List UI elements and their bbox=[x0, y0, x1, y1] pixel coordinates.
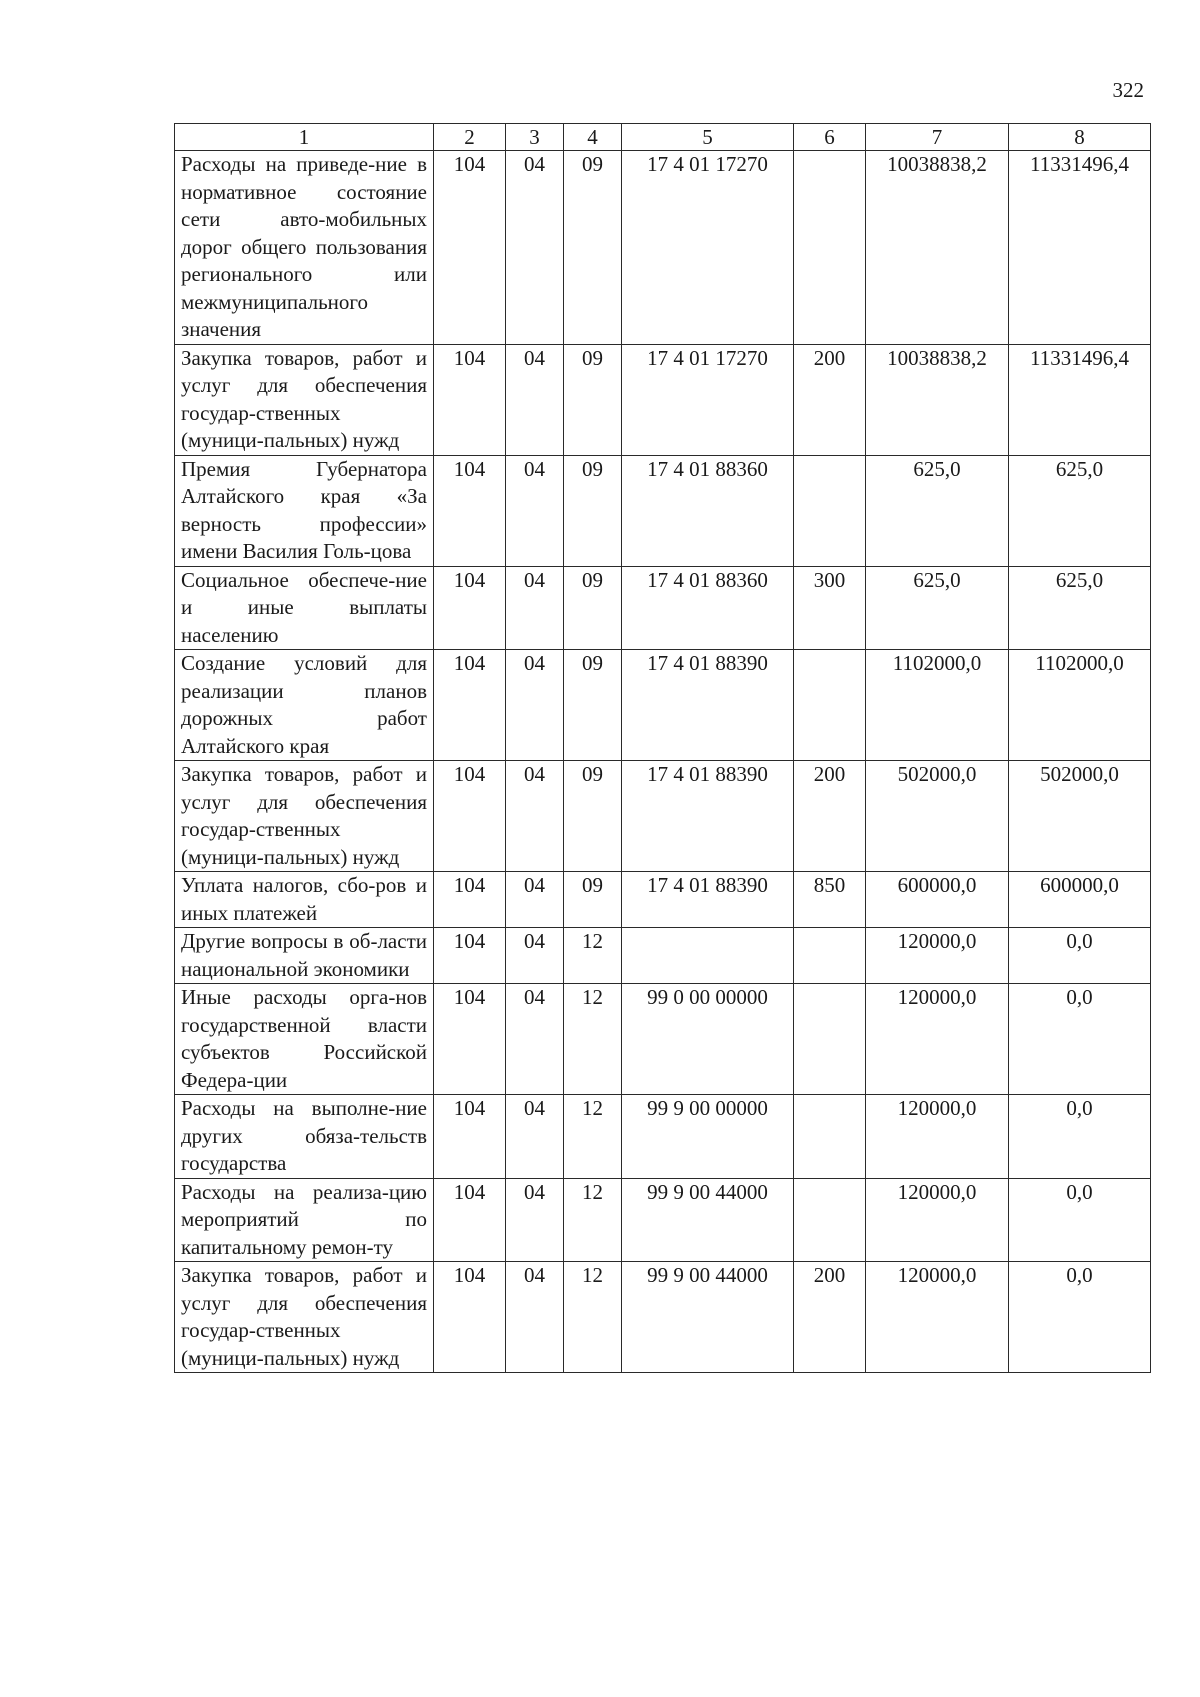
row-code-3: 04 bbox=[506, 984, 564, 1095]
row-expense-type: 200 bbox=[794, 761, 866, 872]
row-target-article: 17 4 01 88390 bbox=[622, 761, 794, 872]
table-row bbox=[175, 1262, 1151, 1373]
row-code-2: 104 bbox=[434, 650, 506, 761]
row-expense-type: 200 bbox=[794, 344, 866, 455]
table-row bbox=[175, 566, 1151, 650]
row-name: Закупка товаров, работ и услуг для обеспечения государ-ственных (муници-пальных) нужд bbox=[175, 1262, 434, 1373]
row-expense-type: 850 bbox=[794, 872, 866, 928]
row-amount-8: 0,0 bbox=[1009, 984, 1151, 1095]
row-name: Закупка товаров, работ и услуг для обеспечения государ-ственных (муници-пальных) нужд bbox=[175, 344, 434, 455]
row-amount-8: 11331496,4 bbox=[1009, 344, 1151, 455]
row-target-article: 99 0 00 00000 bbox=[622, 984, 794, 1095]
row-name: Иные расходы орга-нов государственной власти субъектов Российской Федера-ции bbox=[175, 984, 434, 1095]
row-code-3: 04 bbox=[506, 761, 564, 872]
row-amount-8: 0,0 bbox=[1009, 928, 1151, 984]
header-cell: 7 bbox=[866, 124, 1009, 151]
header-cell: 4 bbox=[564, 124, 622, 151]
row-amount-7: 625,0 bbox=[866, 566, 1009, 650]
row-name: Расходы на выполне-ние других обяза-тельств государства bbox=[175, 1095, 434, 1179]
row-code-3: 04 bbox=[506, 344, 564, 455]
row-amount-7: 502000,0 bbox=[866, 761, 1009, 872]
row-amount-7: 120000,0 bbox=[866, 928, 1009, 984]
row-code-4: 09 bbox=[564, 455, 622, 566]
row-name: Другие вопросы в об-ласти национальной экономики bbox=[175, 928, 434, 984]
row-name: Расходы на реализа-цию мероприятий по капитальному ремон-ту bbox=[175, 1178, 434, 1262]
row-code-4: 09 bbox=[564, 650, 622, 761]
row-amount-7: 120000,0 bbox=[866, 1178, 1009, 1262]
row-target-article: 99 9 00 00000 bbox=[622, 1095, 794, 1179]
row-target-article bbox=[622, 928, 794, 984]
row-code-3: 04 bbox=[506, 1178, 564, 1262]
row-code-3: 04 bbox=[506, 872, 564, 928]
row-target-article: 17 4 01 17270 bbox=[622, 151, 794, 345]
row-amount-7: 120000,0 bbox=[866, 1095, 1009, 1179]
row-expense-type bbox=[794, 455, 866, 566]
row-expense-type bbox=[794, 984, 866, 1095]
table-row bbox=[175, 872, 1151, 928]
header-cell: 5 bbox=[622, 124, 794, 151]
header-cell: 2 bbox=[434, 124, 506, 151]
row-target-article: 99 9 00 44000 bbox=[622, 1262, 794, 1373]
row-code-4: 12 bbox=[564, 1095, 622, 1179]
row-code-2: 104 bbox=[434, 151, 506, 345]
row-amount-7: 10038838,2 bbox=[866, 344, 1009, 455]
table-row bbox=[175, 650, 1151, 761]
row-expense-type bbox=[794, 151, 866, 345]
row-code-3: 04 bbox=[506, 928, 564, 984]
row-code-2: 104 bbox=[434, 761, 506, 872]
table-row bbox=[175, 1178, 1151, 1262]
row-amount-7: 625,0 bbox=[866, 455, 1009, 566]
row-amount-7: 120000,0 bbox=[866, 984, 1009, 1095]
row-amount-7: 600000,0 bbox=[866, 872, 1009, 928]
row-target-article: 99 9 00 44000 bbox=[622, 1178, 794, 1262]
row-amount-7: 10038838,2 bbox=[866, 151, 1009, 345]
row-code-3: 04 bbox=[506, 566, 564, 650]
row-amount-8: 0,0 bbox=[1009, 1262, 1151, 1373]
row-code-3: 04 bbox=[506, 1262, 564, 1373]
row-code-4: 12 bbox=[564, 984, 622, 1095]
row-target-article: 17 4 01 88360 bbox=[622, 566, 794, 650]
row-code-2: 104 bbox=[434, 566, 506, 650]
row-name: Премия Губернатора Алтайского края «За верность профессии» имени Василия Голь-цова bbox=[175, 455, 434, 566]
header-cell: 8 bbox=[1009, 124, 1151, 151]
row-expense-type bbox=[794, 1095, 866, 1179]
row-code-2: 104 bbox=[434, 1262, 506, 1373]
row-code-3: 04 bbox=[506, 151, 564, 345]
row-code-3: 04 bbox=[506, 1095, 564, 1179]
row-target-article: 17 4 01 17270 bbox=[622, 344, 794, 455]
table-row bbox=[175, 761, 1151, 872]
row-expense-type: 300 bbox=[794, 566, 866, 650]
row-name: Создание условий для реализации планов дорожных работ Алтайского края bbox=[175, 650, 434, 761]
row-amount-7: 120000,0 bbox=[866, 1262, 1009, 1373]
row-code-2: 104 bbox=[434, 928, 506, 984]
row-amount-8: 0,0 bbox=[1009, 1178, 1151, 1262]
row-expense-type: 200 bbox=[794, 1262, 866, 1373]
row-target-article: 17 4 01 88390 bbox=[622, 872, 794, 928]
row-amount-7: 1102000,0 bbox=[866, 650, 1009, 761]
row-code-4: 12 bbox=[564, 928, 622, 984]
row-code-2: 104 bbox=[434, 455, 506, 566]
row-amount-8: 625,0 bbox=[1009, 455, 1151, 566]
page-number: 322 bbox=[1112, 78, 1144, 102]
header-cell: 3 bbox=[506, 124, 564, 151]
row-target-article: 17 4 01 88390 bbox=[622, 650, 794, 761]
row-target-article: 17 4 01 88360 bbox=[622, 455, 794, 566]
row-amount-8: 0,0 bbox=[1009, 1095, 1151, 1179]
row-code-4: 09 bbox=[564, 151, 622, 345]
row-code-2: 104 bbox=[434, 984, 506, 1095]
row-code-4: 09 bbox=[564, 566, 622, 650]
row-code-3: 04 bbox=[506, 455, 564, 566]
row-name: Расходы на приведе-ние в нормативное состояние сети авто-мобильных дорог общего пользования регионального или межмуниципального значения bbox=[175, 151, 434, 345]
header-row bbox=[175, 124, 1151, 151]
row-amount-8: 502000,0 bbox=[1009, 761, 1151, 872]
row-amount-8: 625,0 bbox=[1009, 566, 1151, 650]
row-amount-8: 1102000,0 bbox=[1009, 650, 1151, 761]
row-expense-type bbox=[794, 928, 866, 984]
row-code-4: 09 bbox=[564, 872, 622, 928]
row-name: Закупка товаров, работ и услуг для обеспечения государ-ственных (муници-пальных) нужд bbox=[175, 761, 434, 872]
row-code-4: 12 bbox=[564, 1178, 622, 1262]
table-row bbox=[175, 151, 1151, 345]
row-expense-type bbox=[794, 1178, 866, 1262]
row-expense-type bbox=[794, 650, 866, 761]
header-cell: 1 bbox=[175, 124, 434, 151]
table-row bbox=[175, 1095, 1151, 1179]
header-cell: 6 bbox=[794, 124, 866, 151]
budget-table bbox=[174, 123, 1151, 1373]
row-code-2: 104 bbox=[434, 1178, 506, 1262]
row-name: Социальное обеспече-ние и иные выплаты населению bbox=[175, 566, 434, 650]
row-name: Уплата налогов, сбо-ров и иных платежей bbox=[175, 872, 434, 928]
row-code-3: 04 bbox=[506, 650, 564, 761]
table-row bbox=[175, 984, 1151, 1095]
table-row bbox=[175, 928, 1151, 984]
table-row bbox=[175, 344, 1151, 455]
row-amount-8: 600000,0 bbox=[1009, 872, 1151, 928]
row-amount-8: 11331496,4 bbox=[1009, 151, 1151, 345]
row-code-4: 09 bbox=[564, 344, 622, 455]
row-code-4: 09 bbox=[564, 761, 622, 872]
row-code-2: 104 bbox=[434, 872, 506, 928]
row-code-2: 104 bbox=[434, 1095, 506, 1179]
row-code-4: 12 bbox=[564, 1262, 622, 1373]
row-code-2: 104 bbox=[434, 344, 506, 455]
table-row bbox=[175, 455, 1151, 566]
